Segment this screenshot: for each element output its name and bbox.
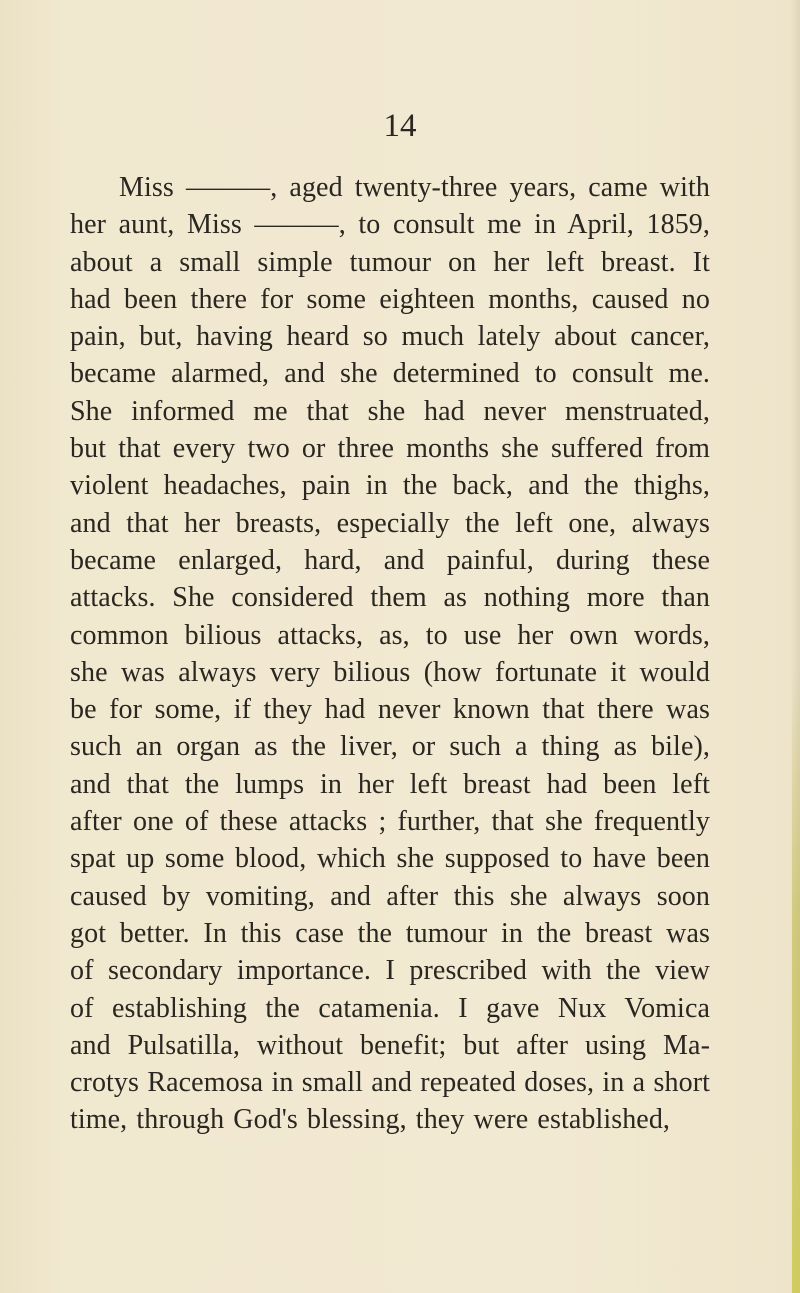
text-line: time, through God's blessing, they were established, (70, 1104, 671, 1136)
text-line: became alarmed, and she determined to consult me. (70, 358, 710, 390)
page-edge-stain (792, 673, 800, 1293)
text-line: of establishing the catamenia. I gave Nux Vomica (70, 992, 710, 1024)
text-line: she was always very bilious (how fortunate it would (70, 656, 710, 688)
text-line: caused by vomiting, and after this she always soon (70, 880, 710, 912)
text-line: violent headaches, pain in the back, and the thighs, (70, 470, 710, 502)
text-line: such an organ as the liver, or such a thing as bile), (70, 731, 710, 763)
text-line: about a small simple tumour on her left breast. It (70, 246, 710, 278)
text-line: common bilious attacks, as, to use her own words, (70, 619, 710, 651)
text-line: of secondary importance. I prescribed with the view (70, 955, 710, 987)
text-line: her aunt, Miss ———, to consult me in April, 1859, (70, 209, 710, 241)
text-line: spat up some blood, which she supposed to have been (70, 843, 710, 875)
text-line: after one of these attacks ; further, that she frequently (70, 806, 710, 838)
text-line: had been there for some eighteen months, caused no (70, 283, 710, 315)
text-line: pain, but, having heard so much lately about cancer, (70, 321, 710, 353)
text-line: and that her breasts, especially the left one, always (70, 507, 710, 539)
text-line: Miss ———, aged twenty-three years, came with (119, 172, 710, 203)
body-text (70, 169, 710, 1139)
text-line: crotys Racemosa in small and repeated doses, in a short (70, 1067, 710, 1099)
text-line: be for some, if they had never known that there was (70, 694, 710, 726)
text-line: attacks. She considered them as nothing more than (70, 582, 710, 614)
page-number: 14 (383, 108, 417, 144)
text-line: became enlarged, hard, and painful, during these (70, 544, 710, 576)
text-line: got better. In this case the tumour in the breast was (70, 917, 710, 949)
text-line: and Pulsatilla, without benefit; but after using Ma- (70, 1029, 710, 1061)
text-line: but that every two or three months she suffered from (70, 433, 710, 465)
text-line: She informed me that she had never menstruated, (70, 395, 710, 427)
text-line: and that the lumps in her left breast had been left (70, 768, 710, 800)
